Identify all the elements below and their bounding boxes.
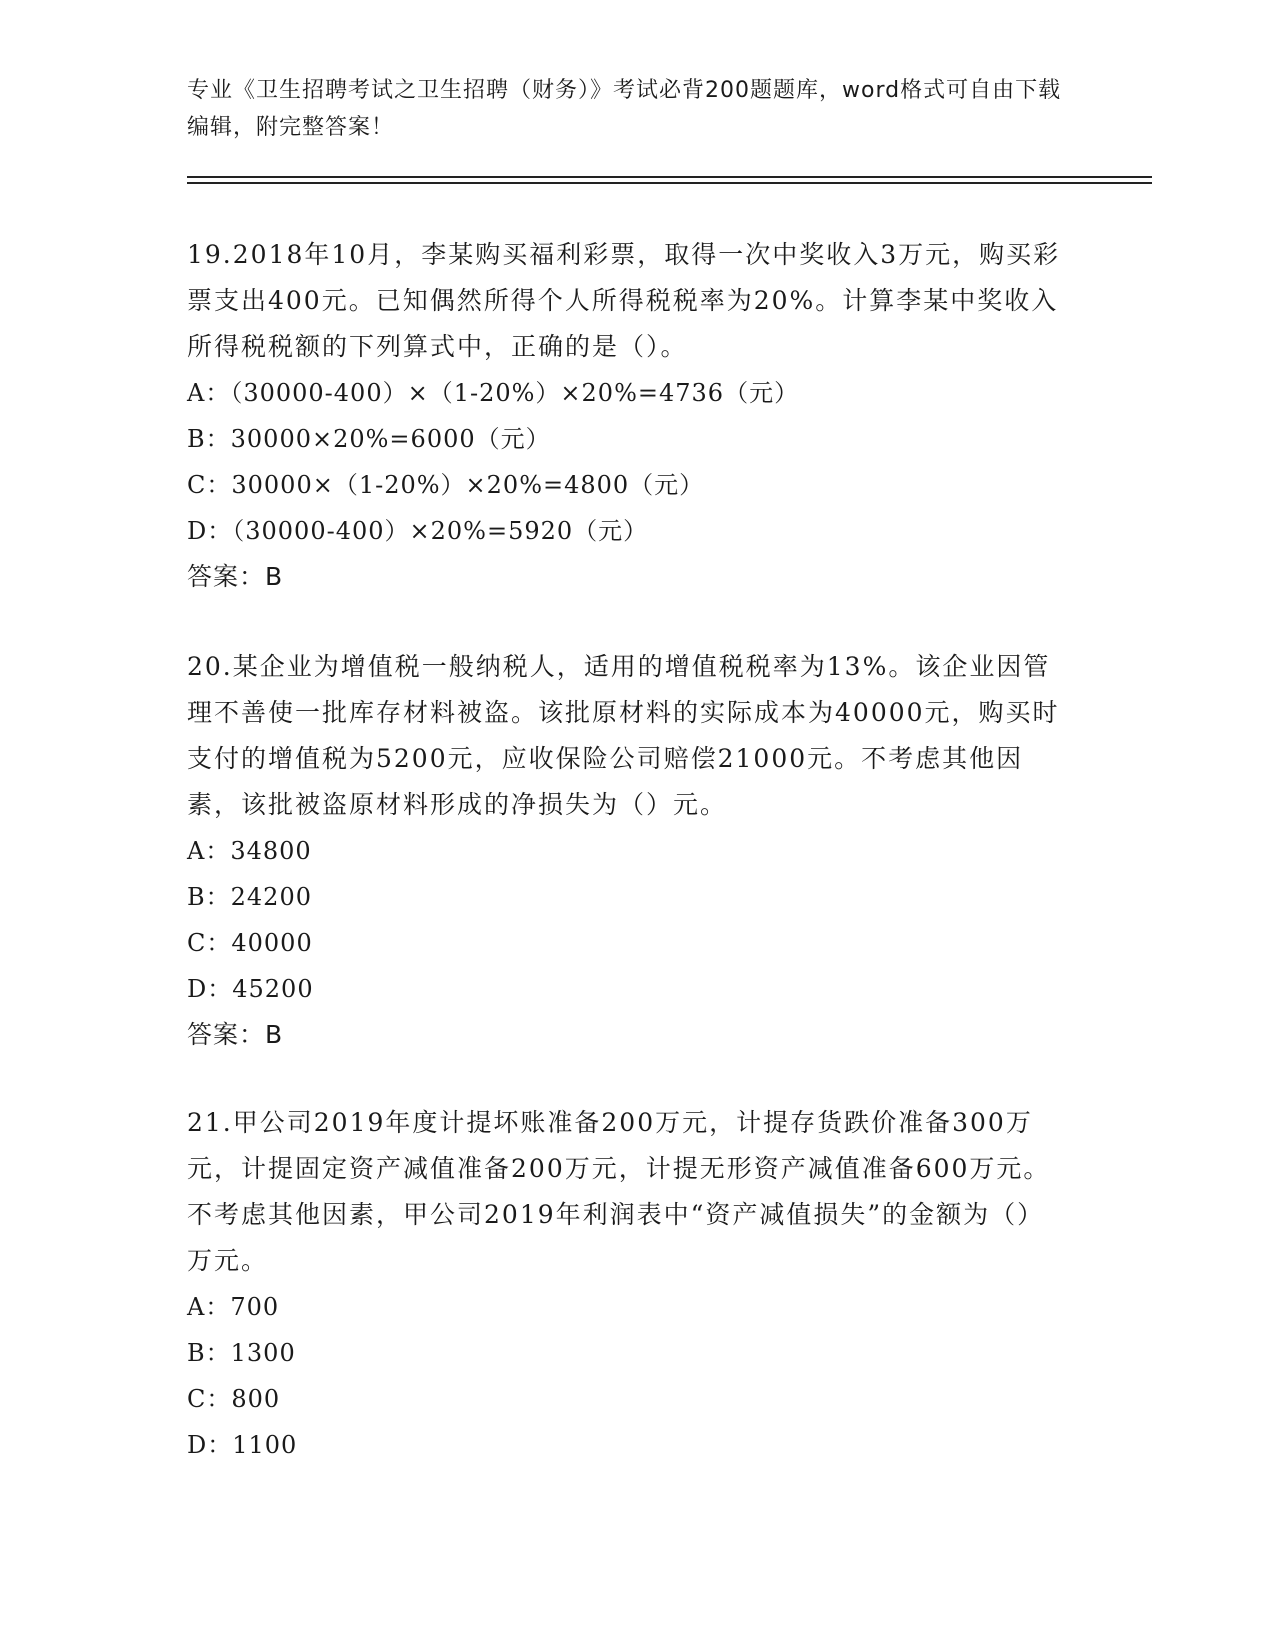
document-intro: 专业《卫生招聘考试之卫生招聘（财务）》考试必背200题题库，word格式可自由下载编辑，附完整答案！ — [187, 78, 1062, 140]
option-a: A：（30000-400）×（1-20%）×20%=4736（元） — [187, 379, 800, 407]
question-20 — [187, 644, 1067, 1058]
option-b: B：1300 — [187, 1339, 296, 1367]
question-21 — [187, 1100, 1067, 1468]
option-d: D：45200 — [187, 975, 314, 1003]
option-c: C：40000 — [187, 929, 313, 957]
option-a: A：700 — [187, 1293, 280, 1321]
option-d: D：（30000-400）×20%=5920（元） — [187, 517, 649, 545]
option-a: A：34800 — [187, 837, 312, 865]
option-c: C：30000×（1-20%）×20%=4800（元） — [187, 471, 705, 499]
answer-line: 答案：B — [187, 562, 284, 591]
option-d: D：1100 — [187, 1431, 298, 1459]
question-19 — [187, 232, 1067, 600]
question-stem: 20.某企业为增值税一般纳税人，适用的增值税税率为13%。该企业因管理不善使一批库存材料被盗。该批原材料的实际成本为40000元，购买时支付的增值税为5200元，应收保险公司赔偿21000元。不考虑其他因素，该批被盗原材料形成的净损失为（）元。 — [187, 652, 1060, 819]
option-b: B：30000×20%=6000（元） — [187, 425, 551, 453]
option-c: C：800 — [187, 1385, 281, 1413]
question-stem: 21.甲公司2019年度计提坏账准备200万元，计提存货跌价准备300万元，计提固定资产减值准备200万元，计提无形资产减值准备600万元。不考虑其他因素，甲公司2019年利润表中“资产减值损失”的金额为（）万元。 — [187, 1108, 1051, 1275]
answer-line: 答案：B — [187, 1020, 284, 1049]
header-divider-bottom — [187, 182, 1152, 184]
option-b: B：24200 — [187, 883, 312, 911]
question-stem: 19.2018年10月，李某购买福利彩票，取得一次中奖收入3万元，购买彩票支出400元。已知偶然所得个人所得税税率为20%。计算李某中奖收入所得税税额的下列算式中，正确的是（）。 — [187, 240, 1061, 361]
header-divider-top — [187, 176, 1152, 178]
